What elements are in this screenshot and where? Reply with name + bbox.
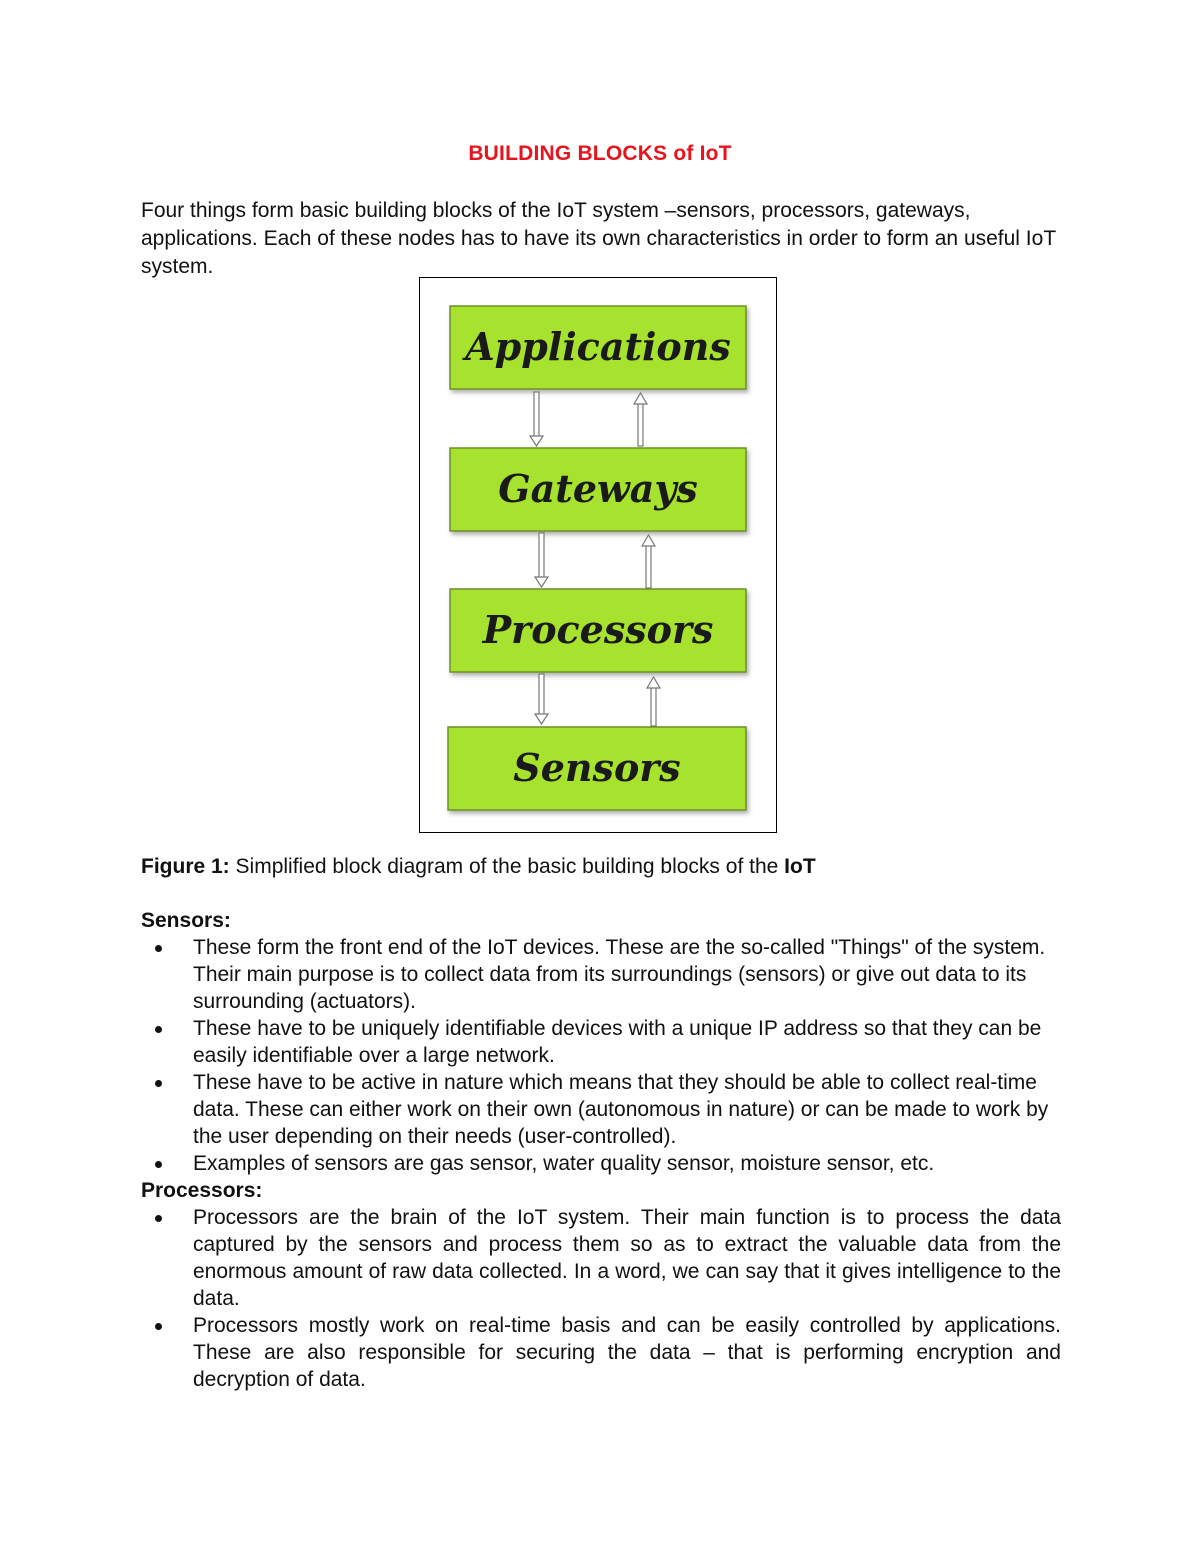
document-title: BUILDING BLOCKS of IoT [468,142,732,165]
intro-paragraph: Four things form basic building blocks of the IoT system –sensors, processors, gateways, applications. Each of these nodes has to have its own characteristics in order to form an useful IoT system. [141,199,1056,278]
list-item-text: Processors mostly work on real-time basis and can be easily controlled by applications. These are also responsible for securing the data – that is performing encryption and decryption of data. [193,1314,1061,1391]
list-item [141,934,1061,1015]
list-item [141,1312,1061,1393]
bullet-icon [155,1026,162,1033]
arrow-up-processors-gateways [642,535,655,588]
list-item-text: These form the front end of the IoT devices. These are the so-called "Things" of the system. Their main purpose is to collect data from its surroundings (sensors) or give out data to its surrounding (actuators). [193,936,1046,1013]
block-label-gateways: Gateways [498,466,698,511]
building-blocks-diagram [419,277,777,833]
caption-emphasis: IoT [784,855,816,878]
diagram-canvas [420,278,776,832]
bullet-icon [155,1215,162,1222]
block-label-processors: Processors [482,607,714,652]
bullet-icon [155,945,162,952]
list-item [141,1069,1061,1150]
list-item-text: These have to be uniquely identifiable devices with a unique IP address so that they can be easily identifiable over a large network. [193,1017,1042,1067]
arrow-down-processors-sensors [535,674,548,724]
bullet-icon [155,1323,162,1330]
block-label-applications: Applications [465,324,731,369]
arrow-up-sensors-processors [647,677,660,726]
bullet-icon [155,1161,162,1168]
list-item-text: Examples of sensors are gas sensor, water quality sensor, moisture sensor, etc. [193,1152,935,1175]
block-processors [450,589,746,672]
list-item [141,1204,1061,1312]
list-item-text: Processors are the brain of the IoT system. Their main function is to process the data captured by the sensors and process them so as to extract the valuable data from the enormous amount of raw data collected. In a word, we can say that it gives intelligence to the data. [193,1206,1061,1310]
caption-label: Figure 1: [141,855,230,878]
list-item [141,1015,1061,1069]
block-gateways [450,448,746,531]
block-label-sensors: Sensors [513,745,681,790]
arrow-up-gateways-applications [634,393,647,446]
sensors-list [141,934,1061,1177]
block-applications [450,306,746,389]
sensors-heading: Sensors: [141,909,231,932]
figure-caption [141,855,816,879]
arrow-down-gateways-processors [535,533,548,587]
block-sensors [448,727,746,810]
processors-heading: Processors: [141,1179,263,1202]
sensors-section [141,907,1061,1393]
processors-list [141,1204,1061,1393]
arrow-down-applications-gateways [530,392,543,446]
list-item-text: These have to be active in nature which means that they should be able to collect real-time data. These can either work on their own (autonomous in nature) or can be made to work by the user depending on their needs (user-controlled). [193,1071,1049,1148]
bullet-icon [155,1080,162,1087]
caption-text: Simplified block diagram of the basic building blocks of the [229,855,785,878]
list-item [141,1150,1061,1177]
